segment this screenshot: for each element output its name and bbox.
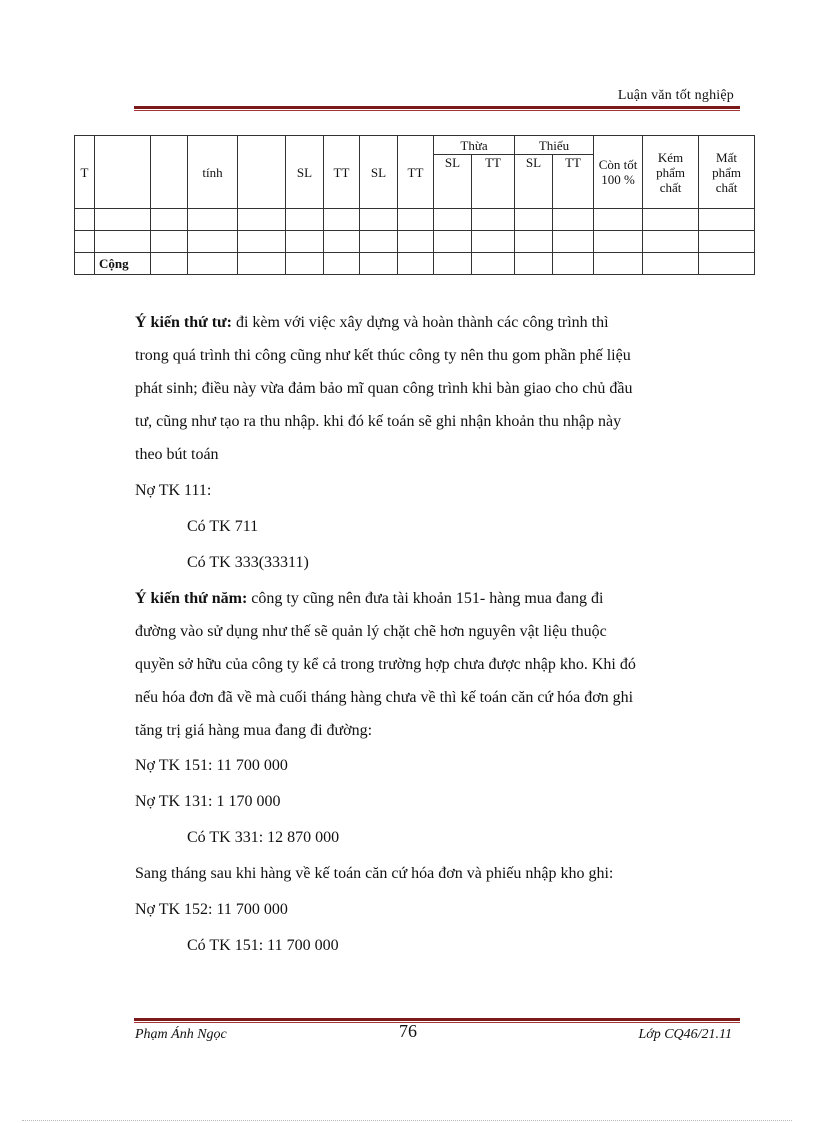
- header-rule-thin: [134, 110, 740, 111]
- paragraph-line: [135, 590, 603, 608]
- header-cell-shortage-tt: TT: [553, 155, 594, 209]
- paragraph-text: công ty cũng nên đưa tài khoản 151- hàng mua đang đi: [247, 590, 604, 607]
- header-cell-poor-quality: Kém phẩm chất: [643, 136, 699, 209]
- page-header-title: Luận văn tốt nghiệp: [617, 88, 734, 103]
- journal-entry: Có TK 711: [187, 518, 259, 535]
- paragraph-line: [135, 314, 609, 332]
- header-cell-good: Còn tốt 100 %: [594, 136, 643, 209]
- journal-entry: Nợ TK 152: 11 700 000: [135, 901, 288, 918]
- header-rule: [134, 106, 740, 109]
- header-cell-lost-quality: Mất phẩm chất: [699, 136, 755, 209]
- table-row: [75, 231, 755, 253]
- header-cell-tt: TT: [324, 136, 360, 209]
- header-cell-t: T: [75, 136, 95, 209]
- header-cell-shortage: Thiếu: [515, 136, 594, 155]
- page-bottom-border: [22, 1120, 792, 1121]
- paragraph-line: trong quá trình thi công cũng như kết thúc công ty nên thu gom phần phế liệu: [135, 347, 631, 364]
- header-cell-surplus-sl: SL: [434, 155, 472, 209]
- paragraph-line: tăng trị giá hàng mua đang đi đường:: [135, 722, 373, 739]
- journal-entry: Có TK 333(33311): [187, 554, 309, 571]
- header-cell-blank: [95, 136, 151, 209]
- journal-entry: Nợ TK 111:: [135, 482, 212, 499]
- paragraph-line: theo bút toán: [135, 446, 219, 463]
- table-total-row: [75, 253, 755, 275]
- header-cell-sl: SL: [286, 136, 324, 209]
- page-number: 76: [399, 1021, 417, 1041]
- paragraph-line: đường vào sử dụng như thế sẽ quản lý chặt chẽ hơn nguyên vật liệu thuộc: [135, 623, 607, 640]
- journal-entry: Nợ TK 151: 11 700 000: [135, 757, 288, 774]
- footer-author: Phạm Ánh Ngọc: [135, 1027, 227, 1042]
- paragraph-line: Sang tháng sau khi hàng về kế toán căn cứ hóa đơn và phiếu nhập kho ghi:: [135, 865, 614, 882]
- header-cell-surplus-tt: TT: [472, 155, 515, 209]
- journal-entry: Có TK 151: 11 700 000: [187, 937, 339, 954]
- header-cell-blank: [151, 136, 188, 209]
- header-cell-unit: tính: [188, 136, 238, 209]
- section-label: Ý kiến thứ năm:: [135, 590, 248, 607]
- header-cell-shortage-sl: SL: [515, 155, 553, 209]
- journal-entry: Có TK 331: 12 870 000: [187, 829, 340, 846]
- footer-class: Lớp CQ46/21.11: [638, 1027, 732, 1042]
- paragraph-line: quyền sở hữu của công ty kể cả trong trường hợp chưa được nhập kho. Khi đó: [135, 656, 636, 673]
- header-cell-sl: SL: [360, 136, 398, 209]
- header-cell-tt: TT: [398, 136, 434, 209]
- paragraph-line: nếu hóa đơn đã về mà cuối tháng hàng chưa về thì kế toán căn cứ hóa đơn ghi: [135, 689, 634, 706]
- inventory-table: [74, 135, 755, 275]
- paragraph-line: tư, cũng như tạo ra thu nhập. khi đó kế toán sẽ ghi nhận khoản thu nhập này: [135, 413, 622, 430]
- total-label: Cộng: [95, 253, 151, 275]
- paragraph-line: phát sinh; điều này vừa đảm bảo mĩ quan công trình khi bàn giao cho chủ đầu: [135, 380, 633, 397]
- section-label: Ý kiến thứ tư:: [135, 314, 232, 331]
- table-row: [75, 209, 755, 231]
- header-cell-blank: [238, 136, 286, 209]
- journal-entry: Nợ TK 131: 1 170 000: [135, 793, 281, 810]
- header-cell-surplus: Thừa: [434, 136, 515, 155]
- paragraph-text: đi kèm với việc xây dựng và hoàn thành các công trình thì: [231, 314, 609, 331]
